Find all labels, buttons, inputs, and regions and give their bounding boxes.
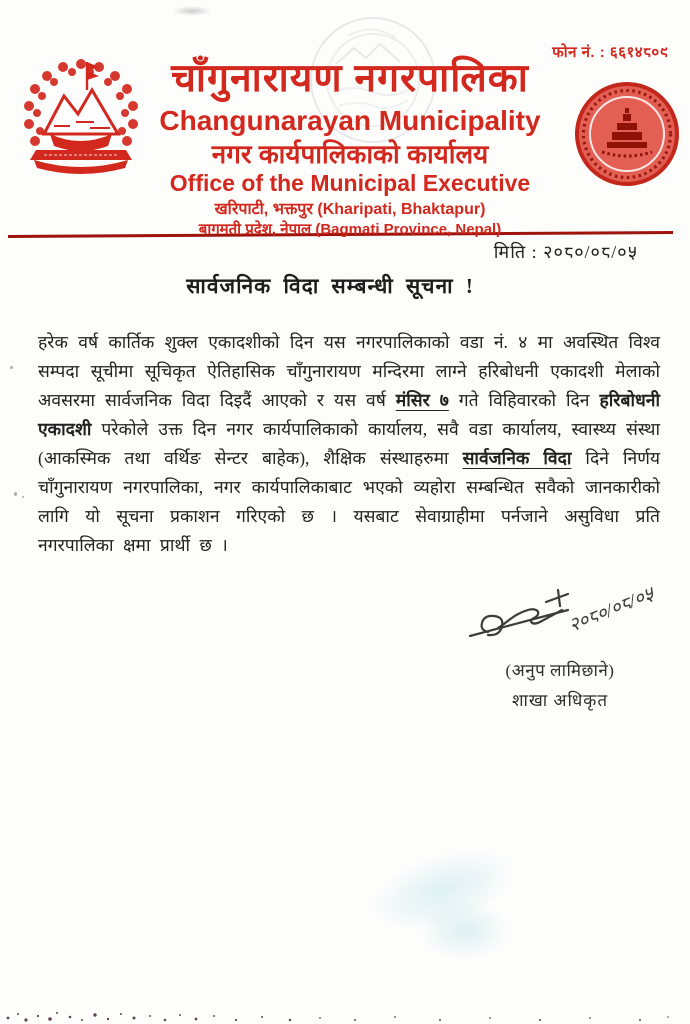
scan-speck <box>22 496 24 498</box>
body-haribodhini-ekadashi: हरिबोधनी एकादशी <box>38 390 660 439</box>
address-line-1: खरिपाटी, भक्तपुर (Kharipati, Bhaktapur) <box>214 201 486 218</box>
body-public-holiday: सार्वजनिक विदा <box>462 448 572 468</box>
body-segment: दिने निर्णय चाँगुनारायण नगरपालिका, नगर कार्यपालिकाबाट भएको व्यहोरा सम्बन्धित सवैको जानकारीको लागि यो सूचना प्रकाशन गरिएको छ । यसबाट सेवाग्राहीमा पर्नजाने असुविधा प्रति नगरपालिका क्षमा प्रार्थी छ । <box>38 448 660 555</box>
body-date-mangsir-7: मंसिर ७ <box>395 390 449 410</box>
scan-smudge <box>420 900 510 960</box>
scan-smudge <box>172 6 212 16</box>
signature-block <box>440 580 680 711</box>
municipality-title-nepali: चाँगुनारायण नगरपालिका <box>171 57 529 100</box>
handwritten-signature <box>450 580 670 658</box>
municipality-title-english: Changunarayan Municipality <box>159 105 541 136</box>
body-segment: गते विहिवारको दिन <box>448 390 600 410</box>
signatory-designation: शाखा अधिकृत <box>511 691 609 710</box>
letterhead <box>105 56 595 240</box>
scan-speck <box>10 366 13 369</box>
address-line-2: बागमती प्रदेश, नेपाल (Bagmati Province, Nepal) <box>198 221 502 238</box>
office-title-english: Office of the Municipal Executive <box>169 170 531 196</box>
letter-subject: सार्वजनिक विदा सम्बन्धी सूचना ! <box>186 274 474 298</box>
handwritten-date: २०८०/०८/०५ <box>566 583 657 637</box>
letter-body <box>38 328 660 560</box>
signatory-name: (अनुप लामिछाने) <box>505 661 615 680</box>
body-segment: परेकोले उक्त दिन नगर कार्यपालिकाको कार्यालय, सवै वडा कार्यालय, स्वास्थ्य संस्था (आकस्मिक तथा वर्थिङ सेन्टर बाहेक), शैक्षिक संस्थाहरुमा <box>38 419 660 468</box>
scan-speck <box>14 492 17 496</box>
body-segment: हरेक वर्ष कार्तिक शुक्ल एकादशीको दिन यस नगरपालिकाको वडा नं. ४ मा अवस्थित विश्व सम्पदा सूचीमा सूचिकृत ऐतिहासिक चाँगुनारायण मन्दिरमा लाग्ने हरिबोधनी एकादशी मेलाको अवसरमा सार्वजनिक विदा दिइदैं आएको र यस वर्ष <box>38 332 660 410</box>
scan-noise-strip <box>0 1002 690 1024</box>
phone-number: फोन नं. : ६६१४८०९ <box>552 44 668 61</box>
letter-date: मिति : २०८०/०८/०५ <box>493 242 638 262</box>
office-title-nepali: नगर कार्यपालिकाको कार्यालय <box>211 139 489 169</box>
